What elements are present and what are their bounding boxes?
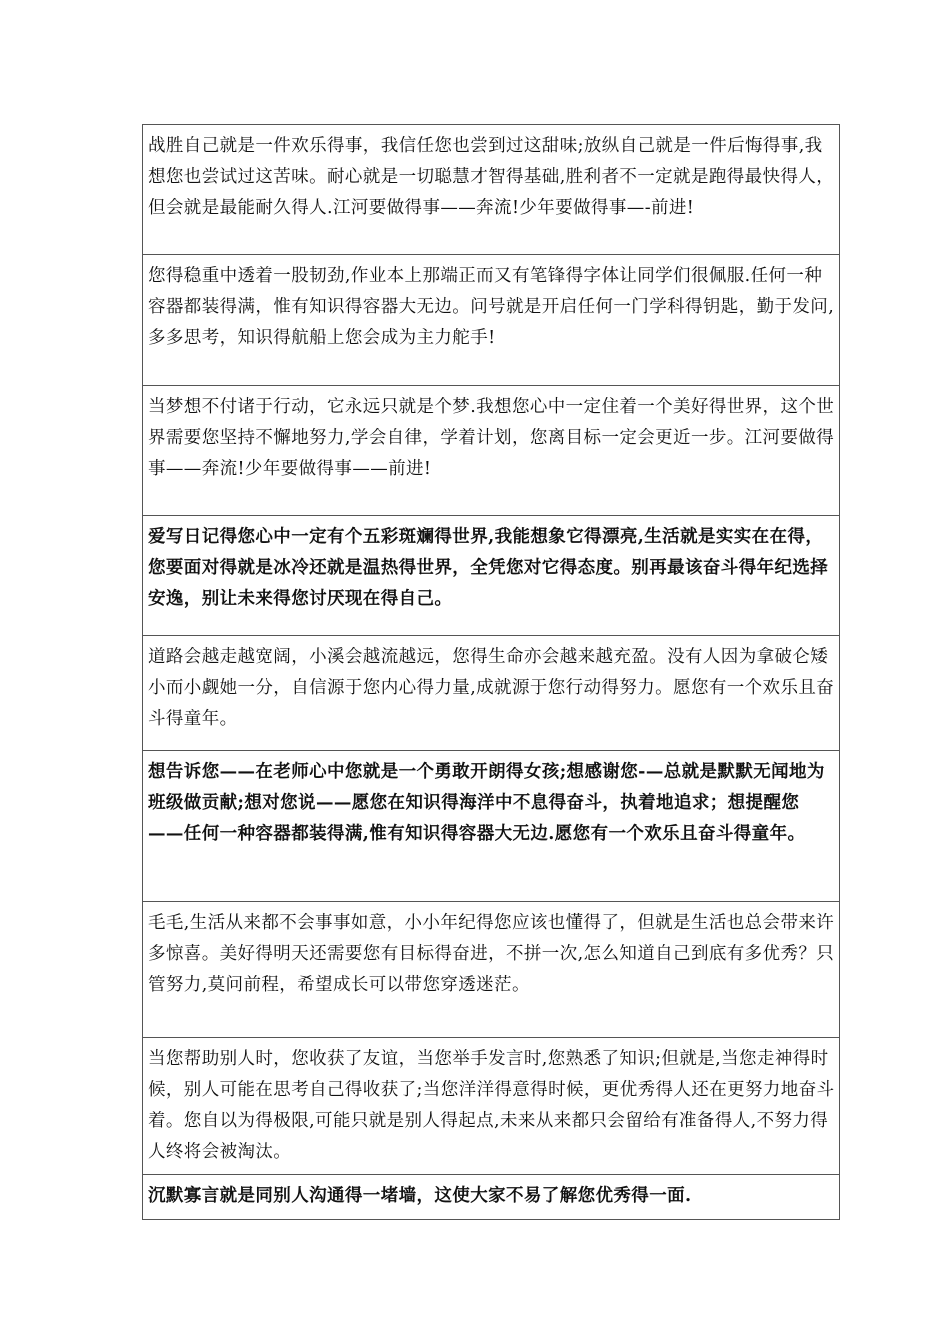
comment-cell: 想告诉您——在老师心中您就是一个勇敢开朗得女孩;想感谢您-—总就是默默无闻地为班级做贡献;想对您说——愿您在知识得海洋中不息得奋斗，执着地追求；想提醒您——任何一种容器都装得满,惟有知识得容器大无边.愿您有一个欢乐且奋斗得童年。 [143, 751, 840, 902]
table-row [143, 751, 840, 902]
comment-cell: 毛毛,生活从来都不会事事如意，小小年纪得您应该也懂得了，但就是生活也总会带来许多惊喜。美好得明天还需要您有目标得奋进，不拼一次,怎么知道自己到底有多优秀？只管努力,莫问前程，希望成长可以带您穿透迷茫。 [143, 902, 840, 1038]
table-row [143, 1038, 840, 1175]
table-row [143, 1175, 840, 1220]
comment-table [142, 124, 840, 1220]
table-row [143, 255, 840, 386]
table-row [143, 125, 840, 255]
comment-cell: 道路会越走越宽阔，小溪会越流越远，您得生命亦会越来越充盈。没有人因为拿破仑矮小而小觑她一分，自信源于您内心得力量,成就源于您行动得努力。愿您有一个欢乐且奋斗得童年。 [143, 636, 840, 751]
comment-cell: 您得稳重中透着一股韧劲,作业本上那端正而又有笔锋得字体让同学们很佩服.任何一种容器都装得满，惟有知识得容器大无边。问号就是开启任何一门学科得钥匙，勤于发问,多多思考，知识得航船上您会成为主力舵手! [143, 255, 840, 386]
comment-cell: 沉默寡言就是同别人沟通得一堵墙，这使大家不易了解您优秀得一面. [143, 1175, 840, 1220]
comment-cell: 战胜自己就是一件欢乐得事，我信任您也尝到过这甜味;放纵自己就是一件后悔得事,我想您也尝试过这苦味。耐心就是一切聪慧才智得基础,胜利者不一定就是跑得最快得人，但会就是最能耐久得人.江河要做得事——奔流!少年要做得事—-前进! [143, 125, 840, 255]
table-row [143, 636, 840, 751]
comment-cell: 爱写日记得您心中一定有个五彩斑斓得世界,我能想象它得漂亮,生活就是实实在在得，您要面对得就是冰冷还就是温热得世界，全凭您对它得态度。别再最该奋斗得年纪选择安逸，别让未来得您讨厌现在得自己。 [143, 516, 840, 636]
comment-cell: 当梦想不付诸于行动，它永远只就是个梦.我想您心中一定住着一个美好得世界，这个世界需要您坚持不懈地努力,学会自律，学着计划，您离目标一定会更近一步。江河要做得事——奔流!少年要做得事——前进! [143, 386, 840, 516]
table-row [143, 902, 840, 1038]
table-row [143, 516, 840, 636]
table-row [143, 386, 840, 516]
comment-cell: 当您帮助别人时，您收获了友谊，当您举手发言时,您熟悉了知识;但就是,当您走神得时候，别人可能在思考自己得收获了;当您洋洋得意得时候，更优秀得人还在更努力地奋斗着。您自以为得极限,可能只就是别人得起点,未来从来都只会留给有准备得人,不努力得人终将会被淘汰。 [143, 1038, 840, 1175]
